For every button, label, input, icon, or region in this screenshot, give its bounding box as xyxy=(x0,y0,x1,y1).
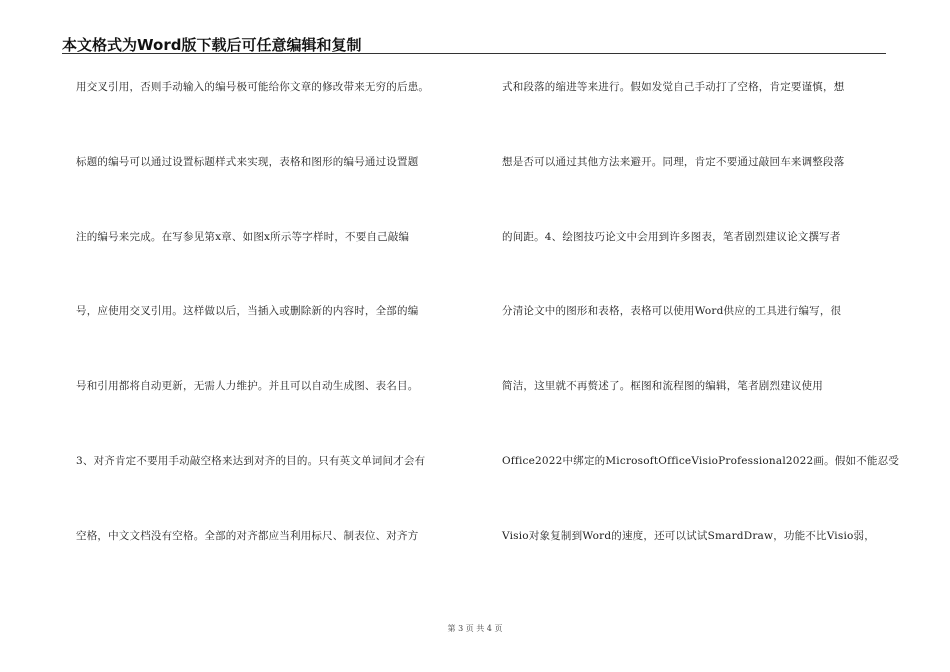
text-line: 3、对齐肯定不要用手动敲空格来达到对齐的目的。只有英文单词间才会有 xyxy=(76,454,426,467)
text-line: 的间距。4、绘图技巧论文中会用到许多图表，笔者剧烈建议论文撰写者 xyxy=(502,230,841,243)
right-text-column xyxy=(502,80,900,604)
text-line: 想是否可以通过其他方法来避开。同理，肯定不要通过敲回车来调整段落 xyxy=(502,155,845,168)
document-header-title: 本文格式为Word版下载后可任意编辑和复制 xyxy=(62,36,362,54)
page-number-footer: 第 3 页 共 4 页 xyxy=(447,624,503,633)
text-line: 分清论文中的图形和表格，表格可以使用Word供应的工具进行编写，很 xyxy=(502,305,842,318)
text-line: Visio对象复制到Word的速度，还可以试试SmardDraw，功能不比Visio弱， xyxy=(502,529,875,542)
text-line: 式和段落的缩进等来进行。假如发觉自己手动打了空格，肯定要谨慎，想 xyxy=(502,81,845,93)
text-line: 简洁，这里就不再赘述了。框图和流程图的编辑，笔者剧烈建议使用 xyxy=(502,380,823,393)
left-text-column xyxy=(76,80,476,604)
text-line: 号，应使用交叉引用。这样做以后，当插入或删除新的内容时，全部的编 xyxy=(76,305,419,318)
text-line: 号和引用都将自动更新，无需人力维护。并且可以自动生成图、表名目。 xyxy=(76,380,419,393)
text-line: 空格，中文文档没有空格。全部的对齐都应当利用标尺、制表位、对齐方 xyxy=(76,529,419,542)
text-line: 标题的编号可以通过设置标题样式来实现，表格和图形的编号通过设置题 xyxy=(76,155,419,168)
text-line: 用交叉引用，否则手动输入的编号极可能给你文章的修改带来无穷的后患。 xyxy=(76,81,430,93)
text-line: Office2022中绑定的MicrosoftOfficeVisioProfessional2022画。假如不能忍受 xyxy=(502,454,900,467)
text-line: 注的编号来完成。在写参见第x章、如图x所示等字样时，不要自己敲编 xyxy=(76,230,410,243)
header-divider xyxy=(62,53,886,54)
